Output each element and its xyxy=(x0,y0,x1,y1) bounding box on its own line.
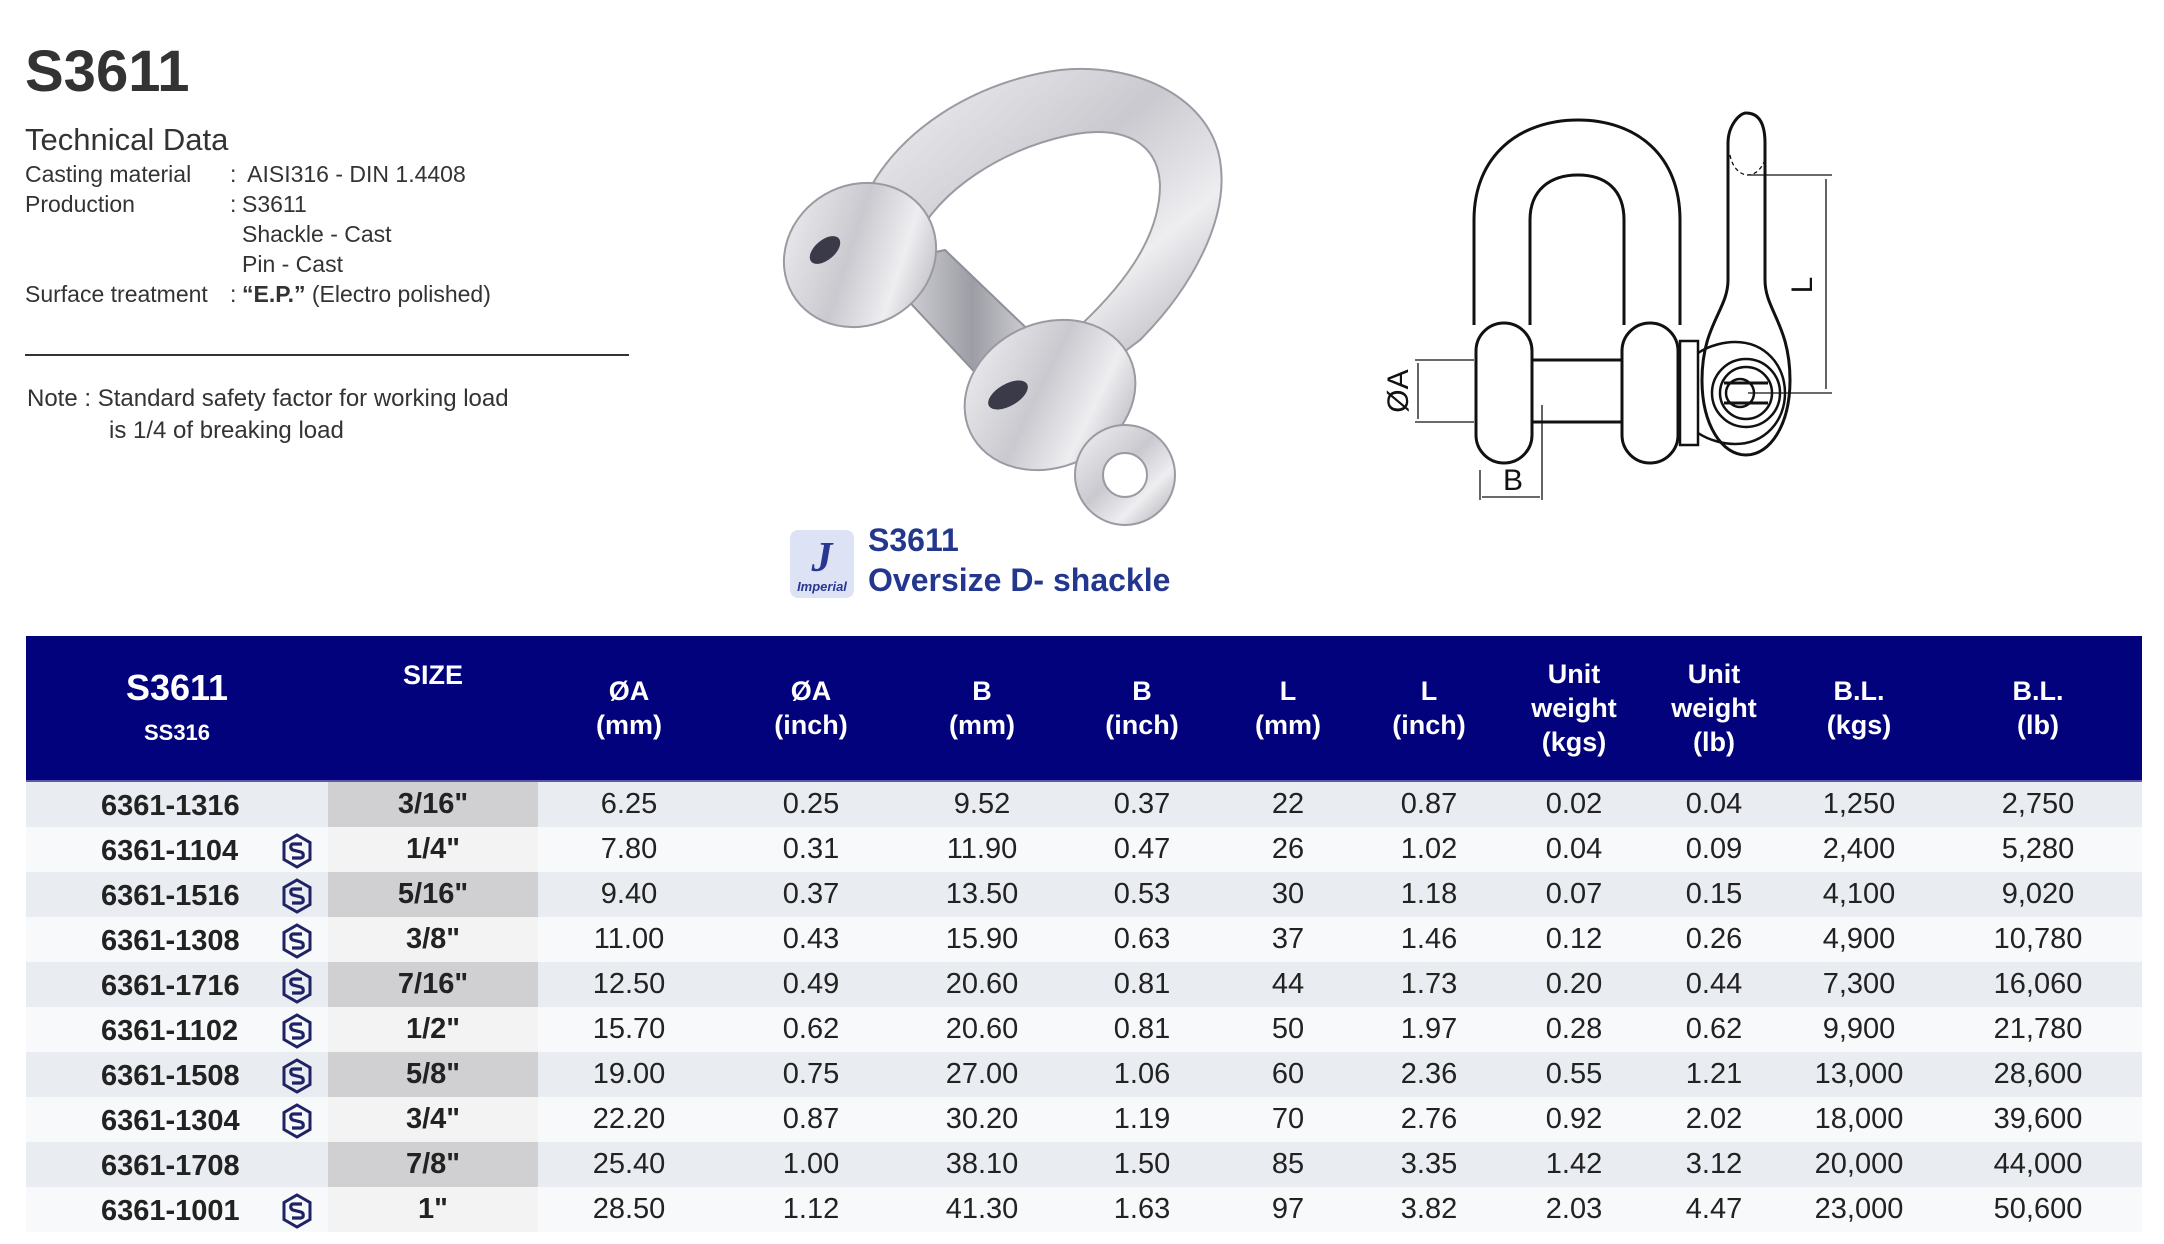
cell-b-inch: 1.19 xyxy=(1062,1097,1222,1142)
cell-a-inch: 0.37 xyxy=(720,872,902,917)
cell-bl-kg: 9,900 xyxy=(1784,1007,1934,1052)
stock-badge-icon xyxy=(281,1103,313,1139)
table-row xyxy=(26,781,2142,827)
cell-l-mm: 50 xyxy=(1222,1007,1354,1052)
cell-l-inch: 1.02 xyxy=(1354,827,1504,872)
cell-weight-lb: 0.09 xyxy=(1644,827,1784,872)
cell-bl-kg: 23,000 xyxy=(1784,1187,1934,1232)
cell-a-inch: 0.49 xyxy=(720,962,902,1007)
header-unit: (inch) xyxy=(1392,710,1466,740)
header-label: weight xyxy=(1671,693,1757,723)
cell-weight-kg: 0.02 xyxy=(1504,781,1644,827)
cell-a-inch: 0.87 xyxy=(720,1097,902,1142)
safety-note xyxy=(27,383,509,447)
imperial-logo-text: Imperial xyxy=(797,579,847,594)
part-number: 6361-1708 xyxy=(101,1150,240,1182)
spec-label xyxy=(25,249,230,279)
header-unit: (lb) xyxy=(1693,727,1735,757)
stock-badge-icon xyxy=(281,1193,313,1229)
drawing-bow-outer xyxy=(1474,120,1680,325)
spec-value-rest: (Electro polished) xyxy=(305,281,491,307)
cell-b-mm: 20.60 xyxy=(902,1007,1062,1052)
part-number: 6361-1001 xyxy=(101,1195,240,1227)
stock-badge-icon xyxy=(281,1058,313,1094)
cell-a-mm: 19.00 xyxy=(538,1052,720,1097)
cell-b-mm: 38.10 xyxy=(902,1142,1062,1187)
header-unit: (kgs) xyxy=(1826,710,1892,740)
cell-weight-kg: 0.92 xyxy=(1504,1097,1644,1142)
stock-badge-icon xyxy=(281,833,313,869)
header-a-inch xyxy=(720,636,902,781)
spec-label: Casting material xyxy=(25,161,192,187)
cell-a-inch: 0.62 xyxy=(720,1007,902,1052)
note-line-1: Note : Standard safety factor for working load xyxy=(27,385,509,412)
cell-bl-kg: 1,250 xyxy=(1784,781,1934,827)
header-a-mm xyxy=(538,636,720,781)
cell-size: 3/4" xyxy=(328,1097,538,1142)
cell-a-mm: 28.50 xyxy=(538,1187,720,1232)
cell-weight-lb: 1.21 xyxy=(1644,1052,1784,1097)
table-row xyxy=(26,1052,2142,1097)
cell-a-inch: 0.31 xyxy=(720,827,902,872)
cell-weight-kg: 0.28 xyxy=(1504,1007,1644,1052)
spec-row-surface xyxy=(25,279,491,309)
cell-bl-kg: 2,400 xyxy=(1784,827,1934,872)
stock-badge-icon xyxy=(281,1013,313,1049)
cell-b-inch: 0.53 xyxy=(1062,872,1222,917)
drawing-right-boss xyxy=(1622,323,1678,463)
cell-a-inch: 0.25 xyxy=(720,781,902,827)
cell-part-number xyxy=(26,1052,328,1097)
header-label: SIZE xyxy=(402,660,463,690)
cell-b-inch: 0.81 xyxy=(1062,962,1222,1007)
header-unit: (lb) xyxy=(2017,710,2059,740)
table-row xyxy=(26,872,2142,917)
header-label: B.L. xyxy=(2012,676,2064,706)
drawing-label-l: L xyxy=(1786,276,1819,294)
header-b-inch xyxy=(1062,636,1222,781)
cell-weight-kg: 0.55 xyxy=(1504,1052,1644,1097)
cell-l-inch: 2.76 xyxy=(1354,1097,1504,1142)
cell-size: 7/8" xyxy=(328,1142,538,1187)
cell-b-mm: 41.30 xyxy=(902,1187,1062,1232)
cell-weight-kg: 0.12 xyxy=(1504,917,1644,962)
cell-size: 5/8" xyxy=(328,1052,538,1097)
cell-l-inch: 1.46 xyxy=(1354,917,1504,962)
part-number: 6361-1716 xyxy=(101,970,240,1002)
cell-l-mm: 60 xyxy=(1222,1052,1354,1097)
stock-badge-icon xyxy=(281,923,313,959)
cell-weight-lb: 0.44 xyxy=(1644,962,1784,1007)
cell-b-inch: 0.63 xyxy=(1062,917,1222,962)
cell-size: 7/16" xyxy=(328,962,538,1007)
spec-colon: : xyxy=(230,191,237,217)
cell-part-number xyxy=(26,1142,328,1187)
cell-size: 3/8" xyxy=(328,917,538,962)
technical-data xyxy=(25,122,491,309)
cell-l-mm: 26 xyxy=(1222,827,1354,872)
part-number: 6361-1508 xyxy=(101,1060,240,1092)
spec-row-production xyxy=(25,189,491,219)
product-name: Oversize D- shackle xyxy=(868,562,1171,598)
product-photo xyxy=(740,40,1280,530)
header-unit: (mm) xyxy=(596,710,662,740)
header-unit: (kgs) xyxy=(1541,727,1607,757)
cell-b-inch: 1.50 xyxy=(1062,1142,1222,1187)
product-code: S3611 xyxy=(868,522,959,558)
cell-a-mm: 25.40 xyxy=(538,1142,720,1187)
spec-colon: : xyxy=(230,161,237,187)
spec-label: Surface treatment xyxy=(25,281,208,307)
technical-drawing xyxy=(1380,95,2160,515)
cell-l-mm: 70 xyxy=(1222,1097,1354,1142)
cell-b-inch: 0.81 xyxy=(1062,1007,1222,1052)
table-row xyxy=(26,1097,2142,1142)
stock-badge-icon xyxy=(281,878,313,914)
product-caption xyxy=(790,520,1170,600)
cell-b-inch: 1.63 xyxy=(1062,1187,1222,1232)
part-number: 6361-1104 xyxy=(101,835,239,867)
cell-l-mm: 30 xyxy=(1222,872,1354,917)
table-row xyxy=(26,917,2142,962)
cell-bl-lb: 28,600 xyxy=(1934,1052,2142,1097)
cell-part-number xyxy=(26,781,328,827)
header-bl-kg xyxy=(1784,636,1934,781)
part-number: 6361-1304 xyxy=(101,1105,240,1137)
cell-a-mm: 22.20 xyxy=(538,1097,720,1142)
header-model-code: S3611 xyxy=(125,667,229,708)
cell-part-number xyxy=(26,872,328,917)
part-number: 6361-1316 xyxy=(101,790,240,822)
drawing-bow-inner xyxy=(1530,175,1624,325)
cell-bl-lb: 16,060 xyxy=(1934,962,2142,1007)
header-label: B xyxy=(972,676,992,706)
header-label: ØA xyxy=(790,676,832,706)
cell-l-mm: 37 xyxy=(1222,917,1354,962)
spec-row-production-pin xyxy=(25,249,491,279)
cell-l-inch: 1.18 xyxy=(1354,872,1504,917)
cell-bl-lb: 5,280 xyxy=(1934,827,2142,872)
cell-part-number xyxy=(26,827,328,872)
cell-bl-kg: 4,900 xyxy=(1784,917,1934,962)
cell-bl-lb: 2,750 xyxy=(1934,781,2142,827)
cell-l-mm: 44 xyxy=(1222,962,1354,1007)
header-l-inch xyxy=(1354,636,1504,781)
cell-b-mm: 15.90 xyxy=(902,917,1062,962)
cell-weight-lb: 0.62 xyxy=(1644,1007,1784,1052)
table-body xyxy=(26,781,2142,1232)
table-header-row xyxy=(26,636,2142,781)
header-label: L xyxy=(1279,676,1297,706)
cell-a-mm: 7.80 xyxy=(538,827,720,872)
part-number: 6361-1102 xyxy=(101,1015,239,1047)
header-label: B.L. xyxy=(1833,676,1885,706)
cell-size: 1/4" xyxy=(328,827,538,872)
table-row xyxy=(26,1142,2142,1187)
cell-l-inch: 0.87 xyxy=(1354,781,1504,827)
header-label: Unit xyxy=(1687,659,1741,689)
cell-b-mm: 30.20 xyxy=(902,1097,1062,1142)
page-title: S3611 xyxy=(25,39,190,104)
cell-l-inch: 2.36 xyxy=(1354,1052,1504,1097)
cell-bl-lb: 9,020 xyxy=(1934,872,2142,917)
header-label: weight xyxy=(1531,693,1617,723)
cell-bl-kg: 13,000 xyxy=(1784,1052,1934,1097)
spec-value: S3611 xyxy=(242,191,307,217)
cell-bl-lb: 44,000 xyxy=(1934,1142,2142,1187)
section-divider xyxy=(25,354,629,356)
cell-bl-lb: 39,600 xyxy=(1934,1097,2142,1142)
spec-table xyxy=(26,636,2142,1232)
header-bl-lb xyxy=(1934,636,2142,781)
cell-a-mm: 9.40 xyxy=(538,872,720,917)
table-row xyxy=(26,1007,2142,1052)
cell-weight-lb: 0.15 xyxy=(1644,872,1784,917)
cell-b-inch: 1.06 xyxy=(1062,1052,1222,1097)
technical-data-heading: Technical Data xyxy=(25,122,229,157)
product-caption-text xyxy=(868,520,1170,600)
cell-b-mm: 9.52 xyxy=(902,781,1062,827)
cell-l-inch: 1.97 xyxy=(1354,1007,1504,1052)
header-model xyxy=(26,636,328,781)
cell-b-mm: 20.60 xyxy=(902,962,1062,1007)
cell-weight-kg: 0.04 xyxy=(1504,827,1644,872)
header-unit: (mm) xyxy=(949,710,1015,740)
header-weight-lb xyxy=(1644,636,1784,781)
cell-b-mm: 13.50 xyxy=(902,872,1062,917)
cell-bl-kg: 20,000 xyxy=(1784,1142,1934,1187)
cell-part-number xyxy=(26,1007,328,1052)
imperial-logo-glyph: J xyxy=(811,535,833,581)
spec-row-production-shackle xyxy=(25,219,491,249)
header-label: Unit xyxy=(1547,659,1601,689)
cell-weight-lb: 2.02 xyxy=(1644,1097,1784,1142)
cell-b-mm: 11.90 xyxy=(902,827,1062,872)
cell-weight-lb: 0.26 xyxy=(1644,917,1784,962)
cell-size: 3/16" xyxy=(328,781,538,827)
imperial-logo xyxy=(790,530,854,598)
spec-row-casting xyxy=(25,159,491,189)
cell-size: 1" xyxy=(328,1187,538,1232)
cell-weight-kg: 1.42 xyxy=(1504,1142,1644,1187)
cell-size: 5/16" xyxy=(328,872,538,917)
header-unit: (inch) xyxy=(1105,710,1179,740)
cell-l-mm: 85 xyxy=(1222,1142,1354,1187)
part-number: 6361-1308 xyxy=(101,925,240,957)
header-weight-kg xyxy=(1504,636,1644,781)
cell-bl-lb: 10,780 xyxy=(1934,917,2142,962)
cell-l-inch: 3.35 xyxy=(1354,1142,1504,1187)
spec-value: Shackle - Cast xyxy=(242,221,392,247)
table-row xyxy=(26,962,2142,1007)
cell-b-mm: 27.00 xyxy=(902,1052,1062,1097)
header-size xyxy=(328,636,538,781)
cell-bl-kg: 18,000 xyxy=(1784,1097,1934,1142)
note-line-2: is 1/4 of breaking load xyxy=(109,417,344,444)
header-unit: (mm) xyxy=(1255,710,1321,740)
cell-bl-kg: 4,100 xyxy=(1784,872,1934,917)
cell-a-mm: 12.50 xyxy=(538,962,720,1007)
cell-a-inch: 0.43 xyxy=(720,917,902,962)
spec-label: Production xyxy=(25,191,135,217)
cell-a-inch: 0.75 xyxy=(720,1052,902,1097)
cell-weight-kg: 0.07 xyxy=(1504,872,1644,917)
spec-value: AISI316 - DIN 1.4408 xyxy=(242,161,466,187)
cell-a-mm: 15.70 xyxy=(538,1007,720,1052)
cell-a-inch: 1.12 xyxy=(720,1187,902,1232)
cell-weight-lb: 3.12 xyxy=(1644,1142,1784,1187)
cell-weight-lb: 4.47 xyxy=(1644,1187,1784,1232)
drawing-left-boss xyxy=(1476,323,1532,463)
cell-a-mm: 11.00 xyxy=(538,917,720,962)
header-label: ØA xyxy=(608,676,650,706)
cell-l-inch: 1.73 xyxy=(1354,962,1504,1007)
cell-l-mm: 97 xyxy=(1222,1187,1354,1232)
spec-colon: : xyxy=(230,281,237,307)
cell-part-number xyxy=(26,1187,328,1232)
cell-bl-lb: 21,780 xyxy=(1934,1007,2142,1052)
header-label: B xyxy=(1132,676,1152,706)
spec-value xyxy=(242,279,491,309)
spec-value-bold: “E.P.” xyxy=(242,281,306,307)
cell-b-inch: 0.47 xyxy=(1062,827,1222,872)
spec-label xyxy=(25,219,230,249)
cell-a-mm: 6.25 xyxy=(538,781,720,827)
cell-weight-kg: 2.03 xyxy=(1504,1187,1644,1232)
cell-part-number xyxy=(26,1097,328,1142)
drawing-label-b: B xyxy=(1502,464,1524,497)
part-number: 6361-1516 xyxy=(101,880,240,912)
cell-a-inch: 1.00 xyxy=(720,1142,902,1187)
header-b-mm xyxy=(902,636,1062,781)
cell-size: 1/2" xyxy=(328,1007,538,1052)
cell-bl-kg: 7,300 xyxy=(1784,962,1934,1007)
drawing-label-diameter: ØA xyxy=(1382,369,1415,413)
stock-badge-icon xyxy=(281,968,313,1004)
spec-value: Pin - Cast xyxy=(242,251,343,277)
cell-bl-lb: 50,600 xyxy=(1934,1187,2142,1232)
header-label: L xyxy=(1420,676,1438,706)
header-material: SS316 xyxy=(143,720,211,745)
cell-l-inch: 3.82 xyxy=(1354,1187,1504,1232)
cell-l-mm: 22 xyxy=(1222,781,1354,827)
cell-part-number xyxy=(26,962,328,1007)
table-row xyxy=(26,827,2142,872)
cell-weight-lb: 0.04 xyxy=(1644,781,1784,827)
header-l-mm xyxy=(1222,636,1354,781)
header-unit: (inch) xyxy=(774,710,848,740)
table-row xyxy=(26,1187,2142,1232)
cell-b-inch: 0.37 xyxy=(1062,781,1222,827)
cell-weight-kg: 0.20 xyxy=(1504,962,1644,1007)
cell-part-number xyxy=(26,917,328,962)
